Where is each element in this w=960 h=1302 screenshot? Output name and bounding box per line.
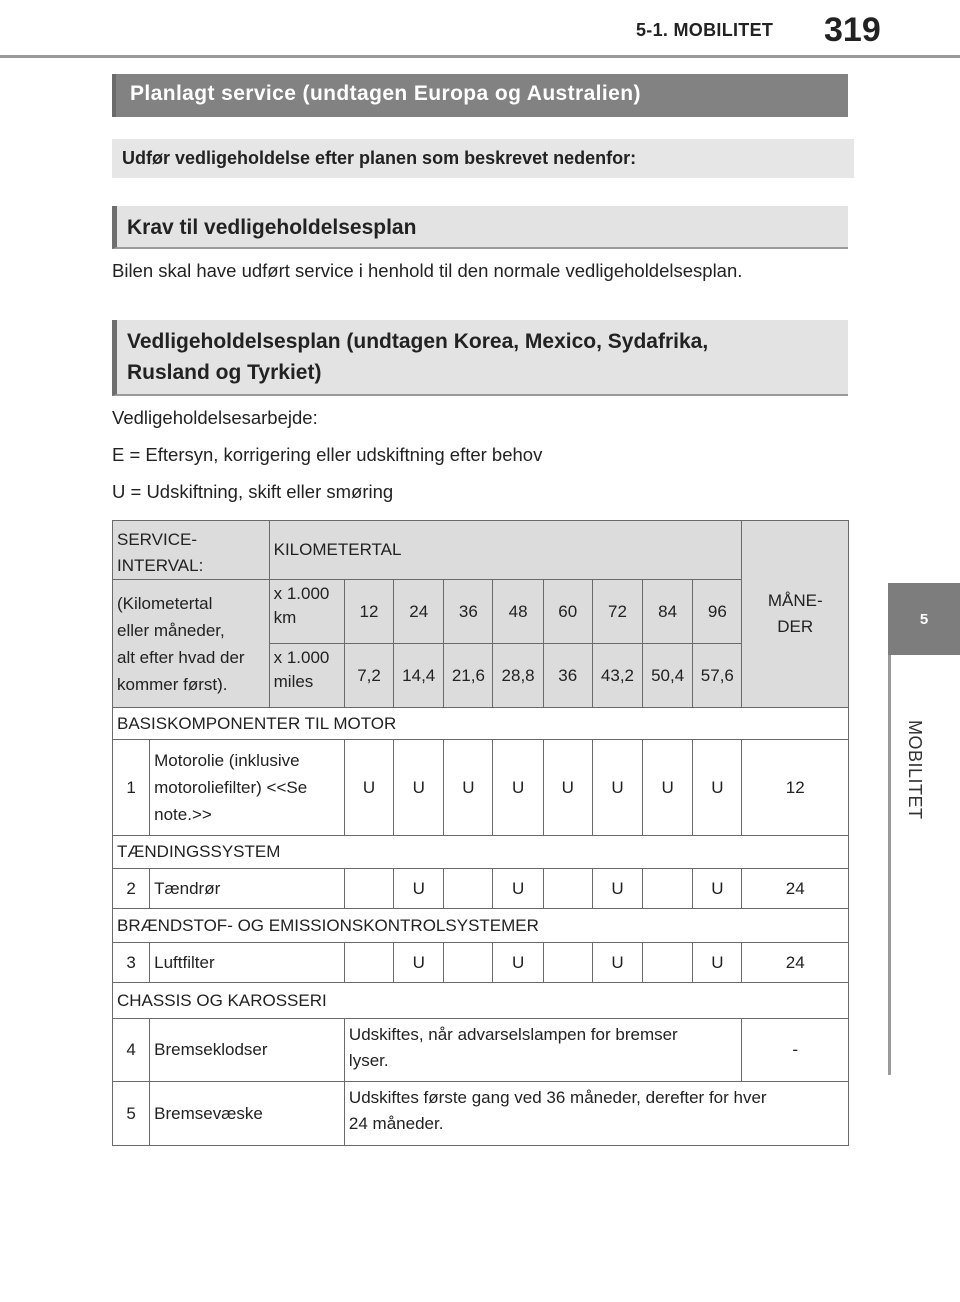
- row-number: 2: [113, 869, 150, 909]
- brake-pads-note: Udskiftes, når advarselslampen for bremser lyser.: [344, 1019, 742, 1082]
- km-value: 72: [592, 580, 642, 644]
- months-value: 24: [742, 943, 849, 983]
- schedule-cell: [543, 869, 592, 909]
- km-unit: x 1.000 km: [269, 580, 344, 644]
- header-divider: [0, 55, 960, 58]
- miles-value: 43,2: [592, 644, 642, 708]
- schedule-cell: U: [543, 740, 592, 836]
- legend-e: E = Eftersyn, korrigering eller udskiftning efter behov: [112, 444, 543, 465]
- schedule-cell: U: [394, 943, 444, 983]
- schedule-cell: [643, 943, 693, 983]
- miles-value: 21,6: [444, 644, 493, 708]
- schedule-cell: U: [394, 869, 444, 909]
- section-row-fuel: BRÆNDSTOF- OG EMISSIONSKONTROLSYSTEMER: [113, 909, 849, 943]
- interval-note: (Kilometertal eller måneder, alt efter hvad der kommer først).: [113, 580, 270, 708]
- section-row-ignition: TÆNDINGSSYSTEM: [113, 836, 849, 869]
- schedule-cell: U: [693, 943, 742, 983]
- miles-value: 50,4: [643, 644, 693, 708]
- heading-maintenance-requirements: Krav til vedligeholdelsesplan: [112, 206, 848, 249]
- miles-value: 36: [543, 644, 592, 708]
- legend-title: Vedligeholdelsesarbejde:: [112, 407, 318, 428]
- section-row-chassis: CHASSIS OG KAROSSERI: [113, 983, 849, 1019]
- km-value: 60: [543, 580, 592, 644]
- item-engine-oil: Motorolie (inklusive motoroliefilter) <<Se note.>>: [150, 740, 345, 836]
- months-header: MÅNE- DER: [742, 521, 849, 708]
- main-heading: Planlagt service (undtagen Europa og Australien): [112, 74, 848, 117]
- chapter-tab: 5: [888, 583, 960, 655]
- schedule-cell: [543, 943, 592, 983]
- schedule-cell: [444, 869, 493, 909]
- months-value: 24: [742, 869, 849, 909]
- heading-plan-line-2: Rusland og Tyrkiet): [127, 361, 322, 384]
- miles-value: 57,6: [693, 644, 742, 708]
- months-value: 12: [742, 740, 849, 836]
- km-value: 24: [394, 580, 444, 644]
- row-number: 3: [113, 943, 150, 983]
- brake-fluid-note: Udskiftes første gang ved 36 måneder, derefter for hver 24 måneder.: [344, 1082, 848, 1146]
- legend-u: U = Udskiftning, skift eller smøring: [112, 481, 394, 502]
- item-brake-fluid: Bremsevæske: [150, 1082, 345, 1146]
- item-brake-pads: Bremseklodser: [150, 1019, 345, 1082]
- row-number: 4: [113, 1019, 150, 1082]
- schedule-cell: U: [394, 740, 444, 836]
- schedule-cell: U: [592, 740, 642, 836]
- schedule-cell: [344, 943, 393, 983]
- km-value: 12: [344, 580, 393, 644]
- heading-plan-line-1: Vedligeholdelsesplan (undtagen Korea, Mexico, Sydafrika,: [127, 330, 709, 353]
- schedule-cell: [344, 869, 393, 909]
- item-spark-plugs: Tændrør: [150, 869, 345, 909]
- schedule-cell: U: [693, 869, 742, 909]
- km-value: 36: [444, 580, 493, 644]
- miles-value: 28,8: [493, 644, 543, 708]
- heading-maintenance-plan: [112, 320, 848, 396]
- section-row-engine: BASISKOMPONENTER TIL MOTOR: [113, 708, 849, 740]
- km-value: 48: [493, 580, 543, 644]
- schedule-cell: U: [592, 943, 642, 983]
- miles-value: 14,4: [394, 644, 444, 708]
- schedule-cell: U: [592, 869, 642, 909]
- schedule-cell: U: [493, 869, 543, 909]
- row-number: 1: [113, 740, 150, 836]
- schedule-cell: [444, 943, 493, 983]
- schedule-cell: U: [344, 740, 393, 836]
- kilometertal-header: KILOMETERTAL: [269, 521, 742, 580]
- miles-value: 7,2: [344, 644, 393, 708]
- months-value: -: [742, 1019, 849, 1082]
- intro-box: Udfør vedligeholdelse efter planen som beskrevet nedenfor:: [112, 139, 854, 178]
- chapter-label: MOBILITET: [905, 720, 925, 820]
- schedule-cell: U: [643, 740, 693, 836]
- schedule-cell: U: [444, 740, 493, 836]
- schedule-cell: U: [493, 740, 543, 836]
- schedule-cell: U: [693, 740, 742, 836]
- schedule-cell: [643, 869, 693, 909]
- maintenance-table: [112, 520, 849, 1146]
- km-value: 96: [693, 580, 742, 644]
- schedule-cell: U: [493, 943, 543, 983]
- km-value: 84: [643, 580, 693, 644]
- paragraph-requirements: Bilen skal have udført service i henhold til den normale vedligeholdelsesplan.: [112, 260, 743, 281]
- service-interval-header: SERVICE- INTERVAL:: [113, 521, 270, 580]
- side-divider: [888, 655, 891, 1075]
- section-title: 5-1. MOBILITET: [636, 20, 774, 40]
- page-number: 319: [824, 11, 881, 49]
- miles-unit: x 1.000 miles: [269, 644, 344, 708]
- row-number: 5: [113, 1082, 150, 1146]
- item-air-filter: Luftfilter: [150, 943, 345, 983]
